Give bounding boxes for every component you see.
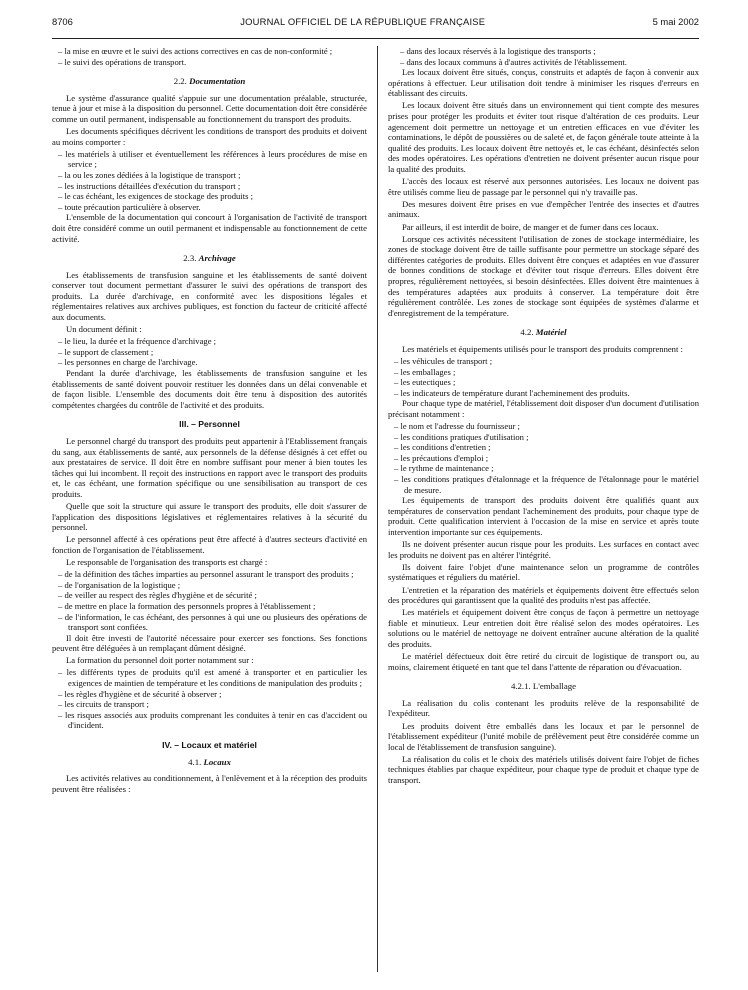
paragraph: Les équipements de transport des produits doivent être qualifiés quant aux températures de conservation pendant l'acheminement des produits, pour chaque type de produit. Cette qualification intervient à l'occasion de la mise en service et après toute intervention importante sur ces équipements. — [388, 495, 699, 538]
paragraph: Pendant la durée d'archivage, les établissements de transfusion sanguine et les établissements de santé doivent pouvoir restituer les données dans un délai convenable et de façon lisible. L'ensemble des documents doit être tenu à disposition des autorités compétentes chargées du contrôle de l'activité et des produits. — [52, 368, 367, 410]
list-item: – les conditions d'entretien ; — [394, 442, 491, 453]
list-item: – les véhicules de transport ; — [394, 356, 493, 367]
paragraph: Les matériels et équipements utilisés pour le transport des produits comprennent : — [402, 343, 683, 354]
section-heading-4-2: 4.2. Matériel — [520, 327, 567, 338]
list-item: – le suivi des opérations de transport. — [58, 56, 187, 67]
list-item: – la mise en œuvre et le suivi des actions correctives en cas de non-conformité ; — [58, 46, 333, 56]
list-item: – toute précaution particulière à observer. — [58, 201, 201, 212]
page-header — [52, 16, 699, 39]
list-item: – les risques associés aux produits comprenant les conduites à tenir en cas d'accident ou d'incident. — [58, 709, 367, 731]
list-item: – les indicateurs de température durant l'acheminement des produits. — [394, 387, 630, 398]
list-item: – les personnes en charge de l'archivage. — [58, 357, 198, 368]
paragraph: L'entretien et la réparation des matériels et équipements doivent être effectués selon des procédures qui garantissent que la qualité des produits n'est pas affectée. — [388, 584, 699, 606]
paragraph: Les établissements de transfusion sanguine et les établissements de santé doivent conserver tout document permettant d'assurer le suivi des opérations de transport des produits. La durée d'archivage, en conformité avec les dispositions légales et réglementaires relatives aux archives publiques, est fonction du facteur de criticité affecté aux documents. — [52, 269, 367, 323]
list-item: – le rythme de maintenance ; — [394, 463, 494, 474]
section-heading-4: IV. – Locaux et matériel — [162, 740, 257, 751]
list-item: – les différents types de produits qu'il est amené à transporter et en particulier les exigences de maintien de température et les conditions de manipulation des produits ; — [58, 667, 367, 689]
list-item: – les instructions détaillées d'exécution du transport ; — [58, 180, 241, 191]
paragraph: Le système d'assurance qualité s'appuie sur une documentation préalable, structurée, tenue à jour et mise à la disposition du personnel. Cette documentation doit être considérée comme un outil permanent, indispensable au fonctionnement du transport des produits. — [52, 92, 367, 124]
list-item: – les conditions pratiques d'utilisation ; — [394, 431, 529, 442]
journal-title: JOURNAL OFFICIEL DE LA RÉPUBLIQUE FRANÇAISE — [240, 16, 486, 27]
list-item: – le nom et l'adresse du fournisseur ; — [394, 421, 520, 432]
list-item: – les matériels à utiliser et éventuellement les références à leurs procédures de mise en service ; — [58, 148, 367, 170]
paragraph: Quelle que soit la structure qui assure le transport des produits, elle doit s'assurer de l'application des dispositions législatives et réglementaires relatives à la sécurité du personnel. — [52, 501, 367, 533]
list-item: – le support de classement ; — [58, 346, 154, 357]
paragraph: Le matériel défectueux doit être retiré du circuit de logistique de transport ou, au moins, clairement étiqueté en tant que tel dans l'attente de réparation ou d'évacuation. — [388, 651, 699, 672]
section-heading-2-3: 2.3. Archivage — [183, 253, 236, 264]
paragraph: Des mesures doivent être prises en vue d'empêcher l'entrée des insectes et d'autres animaux. — [388, 198, 699, 220]
paragraph: Un document définit : — [66, 324, 142, 335]
list-item: – les emballages ; — [394, 366, 456, 377]
paragraph: L'accès des locaux est réservé aux personnes autorisées. Les locaux ne doivent pas être utilisés comme lieu de passage par le personnel qui n'y travaille pas. — [388, 176, 699, 197]
paragraph: Par ailleurs, il est interdit de boire, de manger et de fumer dans ces locaux. — [402, 221, 659, 232]
paragraph: Le responsable de l'organisation des transports est chargé : — [66, 557, 268, 568]
list-item: – de veiller au respect des règles d'hygiène et de sécurité ; — [58, 590, 257, 601]
section-heading-4-1: 4.1. Locaux — [188, 756, 231, 767]
paragraph: Lorsque ces activités nécessitent l'utilisation de zones de stockage intermédiaire, les zones de stockage doivent être de taille suffisante pour permettre un stockage séparé des différentes catégories de produits. Elles doivent être conçues et adaptées en vue d'assurer de bonnes conditions de stockage et d'éviter tout risque d'erreurs. Elles doivent être propres, régulièrement nettoyées, si besoin désinfectées. Elles doivent être maintenues à des températures adaptées aux produits à conserver. La température doit être régulièrement contrôlée. Les zones de stockage sont équipées de systèmes d'alarme et d'enregistrement de la température. — [388, 233, 699, 318]
list-item: – dans des locaux réservés à la logistique des transports ; — [400, 46, 596, 56]
paragraph: Le personnel affecté à ces opérations peut être affecté à d'autres secteurs d'activité en fonction de l'organisation de l'établissement. — [52, 534, 367, 555]
list-item: – de mettre en place la formation des personnels propres à l'établissement ; — [58, 600, 316, 611]
list-item: – les précautions d'emploi ; — [394, 452, 489, 463]
paragraph: Les matériels et équipement doivent être conçus de façon à permettre un nettoyage fiable et minutieux. Leur entretien doit être réalisé selon des modes opératoires. Les solutions ou le matériel de nettoyage ne doivent entraîner aucune altération de la qualité des produits. — [388, 607, 699, 649]
paragraph: La réalisation du colis et le choix des matériels utilisés doivent faire l'objet de fiches techniques établies par chaque expéditeur, pour chaque type de produit et chaque type de transport. — [388, 753, 699, 785]
paragraph: Les produits doivent être emballés dans les locaux et par le personnel de l'établissement expéditeur (l'unité mobile de prélèvement peut être considérée comme un local de l'établissement de transfusion sanguine). — [388, 720, 699, 752]
list-item: – le lieu, la durée et la fréquence d'archivage ; — [58, 336, 217, 347]
left-column — [52, 46, 378, 972]
paragraph: La réalisation du colis contenant les produits relève de la responsabilité de l'expéditeur. — [388, 697, 699, 719]
paragraph: Il doit être investi de l'autorité nécessaire pour exercer ses fonctions. Ses fonctions peuvent être déléguées à un remplaçant dûment désigné. — [52, 632, 367, 654]
paragraph: Les activités relatives au conditionnement, à l'enlèvement et à la réception des produits peuvent être réalisées : — [52, 773, 367, 794]
text-columns — [52, 46, 699, 972]
list-item: – dans des locaux communs à d'autres activités de l'établissement. — [400, 56, 627, 67]
list-item: – les conditions pratiques d'étalonnage et la fréquence de l'étalonnage pour le matériel de mesure. — [394, 474, 699, 495]
section-heading-4-2-1: 4.2.1. L'emballage — [510, 681, 577, 692]
list-item: – la ou les zones dédiées à la logistique de transport ; — [58, 169, 241, 180]
page-number: 8706 — [52, 16, 73, 27]
list-item: – les règles d'hygiène et de sécurité à observer ; — [58, 688, 222, 699]
list-item: – de l'organisation de la logistique ; — [58, 579, 181, 590]
paragraph: La formation du personnel doit porter notamment sur : — [66, 655, 254, 666]
paragraph: Les documents spécifiques décrivent les conditions de transport des produits et doivent au moins comporter : — [52, 126, 367, 147]
list-item: – le cas échéant, les exigences de stockage des produits ; — [58, 191, 253, 202]
paragraph: Ils doivent faire l'objet d'une maintenance selon un programme de contrôles systématiques et réguliers du matériel. — [388, 561, 699, 583]
section-heading-2-2: 2.2. Documentation — [173, 76, 246, 87]
list-item: – de la définition des tâches imparties au personnel assurant le transport des produits ; — [58, 569, 354, 580]
issue-date: 5 mai 2002 — [652, 16, 699, 27]
list-item: – les circuits de transport ; — [58, 699, 149, 710]
paragraph: L'ensemble de la documentation qui concourt à l'organisation de l'activité de transport doit être considéré comme un outil permanent et indispensable au fonctionnement de cette activité. — [52, 212, 367, 244]
paragraph: Les locaux doivent être situés dans un environnement qui tient compte des mesures prises pour protéger les produits et éviter tout risque d'altération de ces produits. Leur agencement doit permettre un nettoyage et un entretien efficaces en vue d'éviter les contaminations, le dépôt de poussières ou de saleté et, de façon générale toute atteinte à la qualité des produits. Les locaux doivent être nettoyés et, le cas échéant, désinfectés selon des modes opératoires. Les opérations d'entretien ne doivent présenter aucun risque pour la qualité des produits. — [388, 100, 699, 175]
right-column — [378, 46, 699, 972]
paragraph: Les locaux doivent être situés, conçus, construits et adaptés de façon à convenir aux opérations à effectuer. Leur utilisation doit tendre à minimiser les risques d'erreurs en établissant des circuits. — [388, 67, 699, 99]
paragraph: Pour chaque type de matériel, l'établissement doit disposer d'un document d'utilisation précisant notamment : — [388, 398, 699, 419]
paragraph: Ils ne doivent présenter aucun risque pour les produits. Les surfaces en contact avec les produits ne doivent pas en altérer l'intégrité. — [388, 539, 699, 560]
list-item: – de l'information, le cas échéant, des personnes à qui une ou plusieurs des opérations de transport sont confiées. — [58, 611, 367, 633]
section-heading-3: III. – Personnel — [179, 419, 240, 430]
paragraph: Le personnel chargé du transport des produits peut appartenir à l'Etablissement français du sang, aux établissements de santé, aux personnels de la défense désignés à cet effet ou aux prestataires de service. Il doit être en nombre suffisant pour mener à bien toutes les tâches qui lui incombent. Il reçoit des instructions en rapport avec le transport des produits et, le cas échéant, une formation spécifique ou une sensibilisation au transport de ces produits. — [52, 436, 367, 499]
list-item: – les eutectiques ; — [394, 377, 456, 388]
